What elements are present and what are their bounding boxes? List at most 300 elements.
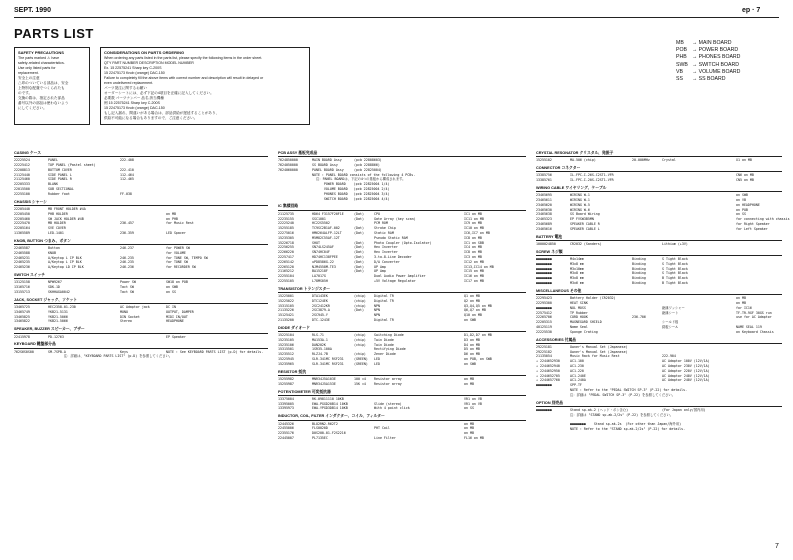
part-number: ●●●●●●●● [536,305,552,310]
part-code: Tact SW [120,289,134,294]
parts-section [536,235,782,247]
part-number: 21135054 [536,354,552,359]
part-name: FLS0020D [312,426,328,431]
part-name: SN74HC04F [312,250,330,255]
part-location: IC4 on MB [464,245,482,250]
parts-section [14,298,268,324]
header-rule [14,17,779,18]
parts-section [14,239,268,270]
parts-row [278,318,526,323]
section-title: TRANSISTOR トランジスター [278,287,526,293]
part-desc: NPN [374,308,380,313]
part-code: (pcb 22825004) [354,167,382,172]
parts-row [536,242,782,247]
part-number: 13385756 [536,173,552,178]
parts-row [536,383,782,388]
part-name: MAGNEGARD SHIELD [570,320,602,325]
part-number: 13375004 [278,396,294,401]
part-name: HD74HC138FPEE [312,254,338,259]
parts-ordering_box-line: even undelivered replacement. [104,81,154,85]
parts-row [14,290,268,295]
part-name: Name Seal [570,324,588,329]
part-name: LA7017G [312,274,326,279]
part-number: 23465611 [536,198,552,203]
part-number: 762S6S0S00 [14,349,34,354]
part-number: 12445326 [278,421,294,426]
part-location: on MB [464,426,474,431]
part-name: SUB SECTIONAL [48,187,74,192]
parts-row [278,406,526,411]
section-title: IC 集積回路 [278,204,526,210]
part-number: 22208813 [14,167,30,172]
part-code: Binding [632,281,646,286]
part-name: IL-FPC-I-26S-C2ST1-VFR [570,173,614,178]
parts-row [14,231,268,236]
part-name: DTC124EK [312,298,328,303]
part-name: Battery Holder (CR2032) [570,296,616,301]
parts-section [536,185,790,232]
section-note: 注：詳細は、"KEYBOARD PARTS LIST" (p.D) を参照してください。 [48,354,173,359]
part-code: 222-408 [120,158,134,163]
part-code: 246-237 [120,246,134,251]
part-location: on SS [736,212,746,217]
parts-row [536,330,782,335]
part-name: M3x8 mm [570,271,584,276]
section-title: POTENTIOMETER 可変抵抗器 [278,390,526,396]
part-number: 22575412 [536,310,552,315]
safety-box-line: 安全上の注意 [18,76,40,80]
part-desc: LED Spacer [166,230,186,235]
part-name: SS Board Wiring [570,212,600,217]
part-desc: 3-to-8-Line Decoder [374,254,412,259]
part-name: AC1-240A [570,378,586,383]
part-location: CN5 on MB [736,178,754,183]
part-desc: EP Speaker [166,334,186,339]
part-code: 246-235 [120,260,134,265]
safety-box-line: 番号以外の部品は使わないよう [18,101,69,105]
part-number: 22225530 [536,329,552,334]
part-number: 22415978 [14,334,30,339]
part-number: 13155713 [14,289,30,294]
part-number: 1000024850 [536,241,556,246]
part-code: 112-465 [120,177,134,182]
ordering-box-caption: CONSIDERATIONS ON PARTS ORDERING [104,50,185,55]
section-title: DIODE ダイオード [278,326,526,332]
part-number: ⚠ 2244652705 [536,373,560,378]
part-code: DIN Socket [120,314,140,319]
part-name: PHB HOLDER [48,211,68,216]
part-name: NJM4558M-TE3 [312,264,336,269]
part-desc: +5V Voltage Regulator [374,278,416,283]
part-code: 246-236 [120,265,134,270]
part-number: 22225524 [14,158,30,163]
part-number: 22255105 [278,278,294,283]
part-name: YKB21-5131 [48,309,68,314]
part-number: 22266220 [278,250,294,255]
part-name: MB HOLDER [48,221,66,226]
part-number: 22465587 [14,246,30,251]
part-name: NOL MOSS [570,305,586,310]
part-number: 15235512 [278,352,294,357]
parts-section [14,200,268,236]
part-desc: for Music Rest [166,221,194,226]
legend-desc: → SS BOARD [692,76,726,83]
part-desc: MIDI IN/OUT [166,314,188,319]
part-code: (Dat) [354,264,364,269]
part-name: SHOT [312,240,320,245]
part-desc: PHT Coil [374,426,390,431]
part-desc: LED [374,357,380,362]
section-title: CRYSTAL RESONATOR クリスタル、発振子 [536,151,782,157]
part-name: PD-12763 [48,334,64,339]
part-name: EP FVSW3B5MN [570,217,594,222]
part-desc: Twin Diode [374,337,394,342]
part-name: SSC1001 [312,216,326,221]
section-title: CHASSIS シャーシ [14,200,268,206]
part-name: Stand sp-ak-2 (ヘッド・ポン含む) [570,407,629,412]
safety-box-line: safety-related characteristics. [18,61,65,65]
part-location: IC1 on MB [464,211,482,216]
part-number: 23465616 [536,226,552,231]
part-desc: 絶縁シート [662,310,679,315]
part-desc: AC Adaptor 220V (12V/1A) [662,368,710,373]
part-number: 13465825 [14,314,30,319]
part-location: on MB [464,376,474,381]
part-desc: Hex Inverter [374,250,398,255]
parts-column-1 [14,151,268,362]
part-name: CORD HOOK [570,315,588,320]
part-name: YKB21-5066 [48,319,68,324]
part-desc: (For Japan only/国内用) [662,407,706,412]
section-note: NOTE : PANEL BOARD consists of the following 4 PCBs. 注：PANEL BOARDは、下記の4つの基板から構成されます。 POWER BOARD (pcb 22825004 1/4) VOLUME BOARD (pcb 22825004 2/4) PHONES BOARD (pcb 22825004 3/4) SWITCH BOARD (pcb 22825004 4/4) [312,172,416,201]
part-name: uPD8586G-22 [312,259,334,264]
part-desc: OUTPUT, DAMPER [166,309,194,314]
part-number: ●●●●●●●● [536,276,552,281]
part-location: for Left Speaker [736,226,768,231]
parts-row [278,382,526,387]
part-desc: PCM ROM [374,221,388,226]
part-name: TP Rubber [570,310,588,315]
part-name: 2SC2412KR [312,303,330,308]
part-desc: Digital TR [374,294,394,299]
legend-code: VB [676,68,683,75]
part-number: ⚠ 2244652940 [536,363,560,368]
part-desc: 絶縁ワッシャー [662,305,685,310]
part-name: SPP-TF [570,383,582,388]
part-location: use for AC Adaptor [736,315,772,320]
part-number: 13395973 [278,406,294,411]
legend-code: SWB [676,61,688,68]
parts-row [536,158,782,163]
part-name: HEC2358-01-230 [48,305,76,310]
part-code: 20.000MHz [632,158,650,163]
section-note: 注：詳細は "STAND sp-ak-2/2s" (P.22) を参照してください。 ●●●●●●●● Stand sp-ak-2s (For other than Japan/海外用) NOTE : Refer to the "STAND sp-ak-2/2s" (P.22) for details. [570,412,686,432]
part-code: 236-359 [120,230,134,235]
part-number: 13465822 [14,319,30,324]
safety-box-line: Use only listed parts for [18,66,56,70]
part-number: 21135226 [278,308,294,313]
part-number: 11365589 [14,230,30,235]
part-desc: on SS [166,289,176,294]
part-desc: B Tight Black [662,281,688,286]
part-number: 22255100 [14,191,30,196]
part-location: D1,D2,D7 on MB [464,333,492,338]
part-name: Owner's Manual Set (Japanese) [570,344,628,349]
part-location: for connecting with chassis [736,217,790,222]
part-name: WIRING W-5 [570,202,590,207]
part-number: ●●●●●●●● [536,266,552,271]
section-title: KEYBOARD 鍵盤部分品 [14,342,268,348]
part-number: ●●●●●●●● [536,383,552,388]
parts-row [14,335,268,340]
part-name: HC22S5502 [312,221,330,226]
part-desc: HEADPHONE [166,319,184,324]
legend-row [676,62,740,69]
part-desc: D/A Converter [374,259,400,264]
part-name: PL7135EC [312,435,328,440]
part-desc: Digital TR [374,298,394,303]
part-desc: S Tight Black [662,266,688,271]
part-number: 13395005 [278,401,294,406]
parts-row [536,281,782,286]
safety-box-line: のです。 [18,91,33,95]
part-name: LED-1401 [48,230,64,235]
parts-ordering_box-line: 必要数 パーツナンバー 品名 該当機種 [104,96,164,100]
part-name: DAN202K [312,342,326,347]
part-desc: for TONE SW, TEMPO SW [166,255,208,260]
ordering-box-body [104,56,306,121]
part-name: CR2032 (Sanders) [570,241,602,246]
part-number: 22205460 [14,216,30,221]
part-name: SN74LS245AF [312,245,334,250]
part-name: SVE COVER [48,226,66,231]
part-name: BA15218F [312,269,328,274]
parts-section [536,151,782,163]
part-number: 22205164 [14,226,30,231]
part-name: TOP PANEL (Pastel sheet) [48,163,96,168]
part-location: on POB [736,207,748,212]
part-number: 15225945 [278,357,294,362]
part-code: FF-038 [120,191,132,196]
parts-ordering_box-line: Failure to completely fill the above items with correct number and description will result in delayed or [104,76,264,80]
part-number: 15255185 [278,226,294,231]
section-title: CONNECTOR コネクター [536,166,782,172]
part-name: SLR-341MC RSF231 [312,361,344,366]
legend-code: PHB [676,54,687,61]
part-name: PANEL [48,158,58,163]
part-number: 13385761 [536,178,552,183]
part-name: EWA-PGGD20B14 10KB [312,401,348,406]
part-number: ●●●●●●●● [536,257,552,262]
parts-ordering-box [100,47,310,125]
part-name: 2SC945-Y [312,313,328,318]
part-name: SIDE PANEL L [48,172,72,177]
part-number: 22205333 [14,182,30,187]
part-name: SLR-341MC RSF231 [312,357,344,362]
section-title: SCREW ネジ類 [536,250,782,256]
part-number: 15255982 [278,376,294,381]
parts-column-3 [536,151,790,435]
part-location: on MB [464,431,474,436]
part-desc: Resistor array [374,381,402,386]
part-name: HEAT SINK [570,300,588,305]
section-note: NOTE : Refer to the "PEDAL SWITCH SP-3" (P.22) for details. 注：詳細は "PEDAL SWITCH SP-3" (P.22) を参照してください。 [570,387,688,397]
part-desc: for POWER SW [166,246,190,251]
parts-row [278,279,526,284]
part-number: 29225182 [536,349,552,354]
part-number: 15125421 [278,313,294,318]
part-desc: Stroke Chip [374,226,396,231]
part-location: IC6,IC7 on MB [464,230,490,235]
part-number: 21165212 [278,269,294,274]
part-location: on SWB [736,193,748,198]
part-code: Binding [632,257,646,262]
legend-code: SS [676,76,683,83]
part-number: 7624850000 [278,158,298,163]
part-name: SS BOARD Assy [312,163,338,168]
part-location: IC15 on MB [464,269,484,274]
part-number: 22455006 [278,426,294,431]
part-number: 22445007 [278,435,294,440]
part-number: ●●●●●●●● [536,271,552,276]
part-desc: for VOLUME [166,250,186,255]
part-location: for IC16 [736,305,752,310]
part-code: MONO [120,309,128,314]
part-name: SPEAKER CABLE L [570,226,600,231]
part-desc: Dual Audio Power Amplifier [374,274,426,279]
part-name: BLANK [48,182,58,187]
part-desc: for TONE SW [166,260,188,265]
part-desc: Crystal [662,158,676,163]
part-code: (chip) [354,342,366,347]
section-title: ACCESSORIES 付属品 [536,338,782,344]
part-number: 40125119 [536,324,552,329]
part-number: 15225104 [278,333,294,338]
section-title: CASING ケース [14,151,268,157]
part-code: (Dat) [354,216,364,221]
part-location: on MB [736,300,746,305]
parts-section [278,287,526,323]
parts-row [14,265,268,270]
part-desc: Gate Array (key scan) [374,216,416,221]
part-desc: S Tight Black [662,261,688,266]
part-number: 15255987 [278,381,294,386]
part-number: 22205315 [536,320,552,325]
part-location: on VB [736,198,746,203]
part-name: DTC-1243E [312,318,330,322]
part-number: 22265706 [536,315,552,320]
part-location: on HEADPHONE [736,202,760,207]
part-number: 23465689 [536,222,552,227]
section-title: SWITCH スイッチ [14,273,268,279]
part-desc: Pseudo Static RAM [374,235,408,240]
part-desc: Hex Inverter [374,245,398,250]
part-name: A/Keytop LD IP BLK [48,265,84,270]
part-number: 21125440 [14,172,30,177]
part-location: IC11 on MB [464,216,484,221]
part-desc: Resistor array [374,376,402,381]
part-location: CN6 on MB [736,173,754,178]
part-name: 1SR35-100A [312,347,332,352]
part-location: Q3,Q4,Q5 on MB [464,303,492,308]
part-number: 22235155 [278,216,294,221]
part-location: IC9 on MB [464,221,482,226]
legend-row [676,69,740,76]
part-number: 21125460 [14,177,30,182]
parts-row [536,227,782,232]
part-code: (Dat) [354,245,364,250]
part-desc: Slide (stereo) [374,401,402,406]
part-number: 13125158 [14,280,30,285]
part-name: RLZJ4.7B [312,352,328,357]
part-desc: CPU [374,211,380,216]
part-code: Binding [632,271,646,276]
part-name: EWA-YPGD3DB14 10KB [312,406,348,411]
part-number: 15315501 [278,347,294,352]
parts-row [278,362,526,367]
part-location: for Right Speaker [736,222,770,227]
part-name: L78MS05H [312,278,328,283]
part-code: Power SW [120,280,136,285]
part-location: on SWB [464,318,476,322]
part-name: SW JACK HOLDER #4B [48,216,84,221]
part-number: ⚠ 2244652930 [536,359,560,364]
part-location: Q2 on MB [464,298,480,303]
part-desc: on MB [166,211,176,216]
part-name: Sponge Crating [570,329,598,334]
parts-section [536,338,782,398]
part-name: DTA143EK [312,294,328,299]
part-name: TC9SC2B1AF-002 [312,226,340,231]
part-desc: AC Adaptor 240V (12V/1A) [662,373,710,378]
part-desc: OP Amp [374,269,386,274]
part-location: on MB [464,381,474,386]
legend-code: MB [676,40,684,46]
part-name: M3x8 mm [570,261,584,266]
part-code: (Dat) [354,226,364,231]
part-number: 22225412 [14,163,30,168]
part-code: (Dat) [354,211,364,216]
section-title: SPEAKER, BUZZER スピーカー、ブザー [14,327,268,333]
parts-ordering_box-line: QTY PART NUMBER DESCRIPTION MODEL NUMBER [104,61,194,65]
legend-row [676,40,740,47]
part-name: HM6264ALFP-12LT [312,230,342,235]
part-number: 22265142 [278,259,294,264]
parts-row [14,350,268,355]
part-code: (chip) [354,298,366,303]
part-number: 22355176 [278,431,294,436]
part-desc: B Tight Black [662,276,688,281]
part-number: ⚠ 2244657760 [536,378,560,383]
part-number: 13465749 [14,309,30,314]
part-code: (Dat) [354,254,364,259]
part-name: IL-FPC-I-20S-C2ST1-VFR [570,178,614,183]
parts-section [278,204,526,283]
part-desc: NPN [374,303,380,308]
part-desc: AC Adaptor 100V (12V/1A) [662,359,710,364]
parts-row [278,436,526,441]
parts-section [278,414,526,440]
part-code: 236-457 [120,221,134,226]
safety-box-line: 交換の際は、指定された部品 [18,96,65,100]
part-number: 15235305 [278,235,294,240]
parts-ordering_box-line: Ex. 15 22575241 Sharp key C-200S [104,66,162,70]
part-desc: NPN [374,313,380,318]
part-location: IC13,IC14 on MB [464,264,494,269]
parts-section [14,151,268,197]
header-page-ref: ep · 7 [742,7,761,14]
part-code: (GREEN) [354,357,368,362]
